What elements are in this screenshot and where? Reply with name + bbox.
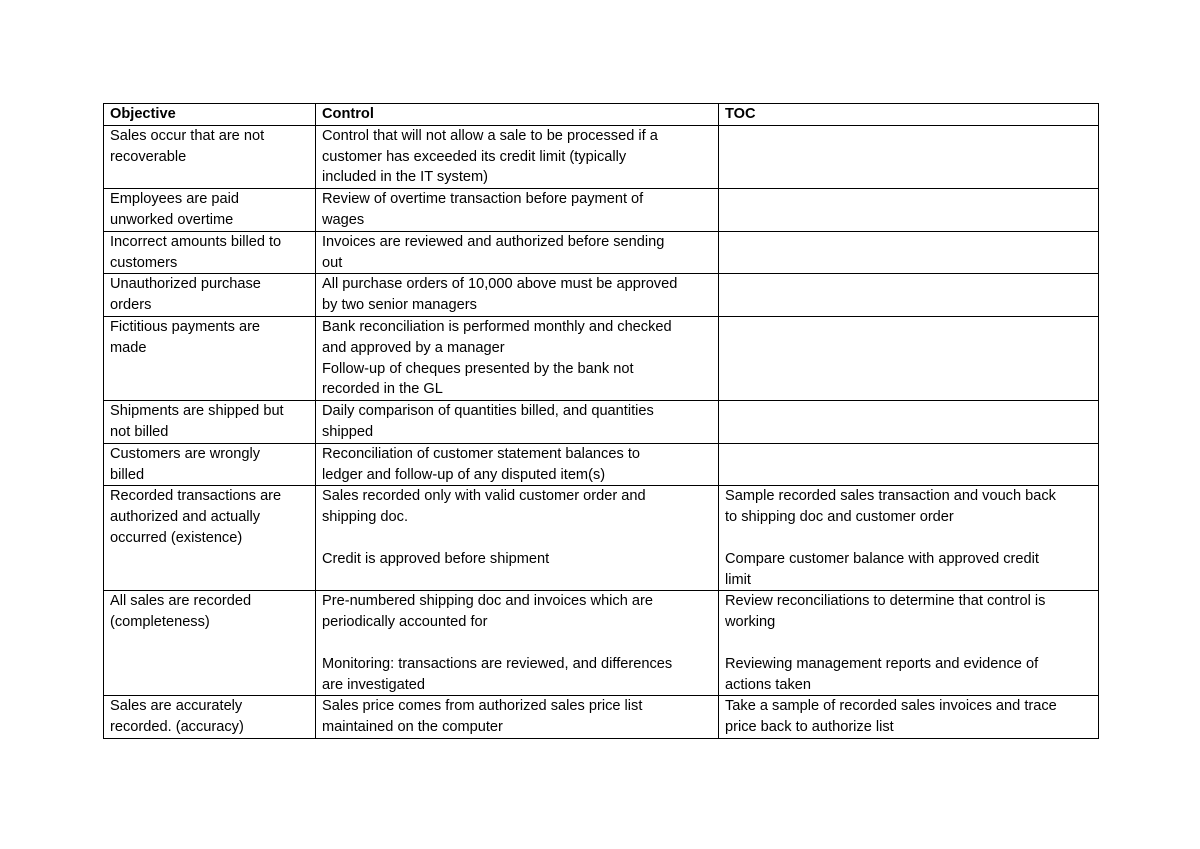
cell-text-line: Unauthorized purchase	[110, 276, 261, 293]
cell-text-line: working	[725, 614, 776, 631]
cell-text-line: Compare customer balance with approved credit	[725, 550, 1039, 567]
toc-cell	[719, 443, 1099, 486]
cell-text-line: recorded in the GL	[322, 381, 443, 398]
cell-text-line: orders	[110, 297, 152, 314]
table-row	[104, 231, 1099, 274]
cell-text-line: recoverable	[110, 148, 187, 165]
control-cell	[316, 274, 719, 317]
table-row	[104, 591, 1099, 696]
cell-text-line: wages	[322, 211, 365, 228]
table-row	[104, 696, 1099, 739]
cell-text-line: All sales are recorded	[110, 593, 252, 610]
cell-text-line: Sales occur that are not	[110, 127, 265, 144]
table-row	[104, 274, 1099, 317]
objective-cell	[104, 274, 316, 317]
control-cell	[316, 401, 719, 444]
cell-text-line: Fictitious payments are	[110, 318, 261, 335]
cell-text-line: Review reconciliations to determine that control is	[725, 593, 1046, 610]
cell-text-line: out	[322, 254, 343, 271]
toc-cell	[719, 274, 1099, 317]
cell-text-line: limit	[725, 571, 751, 588]
objective-cell	[104, 696, 316, 739]
objective-cell	[104, 125, 316, 188]
cell-text-line: Employees are paid	[110, 191, 239, 208]
toc-cell	[719, 231, 1099, 274]
controls-table	[103, 103, 1099, 739]
table-body	[104, 125, 1099, 738]
toc-cell	[719, 189, 1099, 232]
control-cell	[316, 189, 719, 232]
table-header-row	[104, 104, 1099, 126]
cell-text-line: Reviewing management reports and evidence of	[725, 655, 1039, 672]
table-row	[104, 189, 1099, 232]
toc-cell	[719, 696, 1099, 739]
cell-text-line: occurred (existence)	[110, 529, 243, 546]
cell-text-line: included in the IT system)	[322, 169, 489, 186]
cell-text-line: Control that will not allow a sale to be processed if a	[322, 127, 658, 144]
cell-text-line: authorized and actually	[110, 509, 261, 526]
control-cell	[316, 125, 719, 188]
cell-text-line: Reconciliation of customer statement balances to	[322, 445, 640, 462]
table-row	[104, 486, 1099, 591]
cell-text-line: Invoices are reviewed and authorized before sending	[322, 233, 665, 250]
cell-text-line: recorded. (accuracy)	[110, 719, 244, 736]
blank-line	[322, 633, 712, 654]
cell-text-line: Customers are wrongly	[110, 445, 261, 462]
cell-text-line: Take a sample of recorded sales invoices and trace	[725, 698, 1057, 715]
toc-cell	[719, 125, 1099, 188]
cell-text-line: (completeness)	[110, 614, 210, 631]
cell-text-line: Shipments are shipped but	[110, 403, 284, 420]
control-cell	[316, 316, 719, 400]
cell-text-line: price back to authorize list	[725, 719, 894, 736]
table-row	[104, 401, 1099, 444]
table-row	[104, 443, 1099, 486]
control-cell	[316, 486, 719, 591]
blank-line	[725, 528, 1092, 549]
cell-text-line: Bank reconciliation is performed monthly and checked	[322, 318, 672, 335]
objective-cell	[104, 231, 316, 274]
toc-cell	[719, 316, 1099, 400]
blank-line	[322, 528, 712, 549]
cell-text-line: Pre-numbered shipping doc and invoices which are	[322, 593, 653, 610]
cell-text-line: Review of overtime transaction before payment of	[322, 191, 644, 208]
cell-text-line: customer has exceeded its credit limit (typically	[322, 148, 627, 165]
cell-text-line: not billed	[110, 423, 169, 440]
objective-cell	[104, 401, 316, 444]
cell-text-line: Sales recorded only with valid customer order and	[322, 488, 646, 505]
cell-text-line: ledger and follow-up of any disputed item(s)	[322, 466, 606, 483]
cell-text-line: by two senior managers	[322, 297, 477, 314]
table-row	[104, 316, 1099, 400]
cell-text-line: Follow-up of cheques presented by the bank not	[322, 360, 634, 377]
cell-text-line: Daily comparison of quantities billed, and quantities	[322, 403, 654, 420]
cell-text-line: All purchase orders of 10,000 above must be approved	[322, 276, 678, 293]
header-toc: TOC	[719, 104, 1099, 126]
cell-text-line: Recorded transactions are	[110, 488, 282, 505]
header-objective: Objective	[104, 104, 316, 126]
cell-text-line: made	[110, 339, 147, 356]
objective-cell	[104, 443, 316, 486]
cell-text-line: billed	[110, 466, 145, 483]
blank-line	[725, 633, 1092, 654]
cell-text-line: maintained on the computer	[322, 719, 503, 736]
cell-text-line: Sales price comes from authorized sales price list	[322, 698, 643, 715]
control-cell	[316, 231, 719, 274]
toc-cell	[719, 401, 1099, 444]
cell-text-line: Sample recorded sales transaction and vouch back	[725, 488, 1056, 505]
toc-cell	[719, 486, 1099, 591]
objective-cell	[104, 591, 316, 696]
cell-text-line: periodically accounted for	[322, 614, 488, 631]
cell-text-line: and approved by a manager	[322, 339, 505, 356]
control-cell	[316, 443, 719, 486]
cell-text-line: actions taken	[725, 676, 811, 693]
control-cell	[316, 696, 719, 739]
cell-text-line: to shipping doc and customer order	[725, 509, 954, 526]
cell-text-line: Credit is approved before shipment	[322, 550, 550, 567]
cell-text-line: Incorrect amounts billed to	[110, 233, 282, 250]
cell-text-line: are investigated	[322, 676, 426, 693]
cell-text-line: Monitoring: transactions are reviewed, and differences	[322, 655, 673, 672]
cell-text-line: unworked overtime	[110, 211, 234, 228]
header-control: Control	[316, 104, 719, 126]
objective-cell	[104, 486, 316, 591]
cell-text-line: shipped	[322, 423, 374, 440]
objective-cell	[104, 189, 316, 232]
control-cell	[316, 591, 719, 696]
toc-cell	[719, 591, 1099, 696]
cell-text-line: customers	[110, 254, 178, 271]
cell-text-line: Sales are accurately	[110, 698, 243, 715]
table-row	[104, 125, 1099, 188]
objective-cell	[104, 316, 316, 400]
cell-text-line: shipping doc.	[322, 509, 409, 526]
